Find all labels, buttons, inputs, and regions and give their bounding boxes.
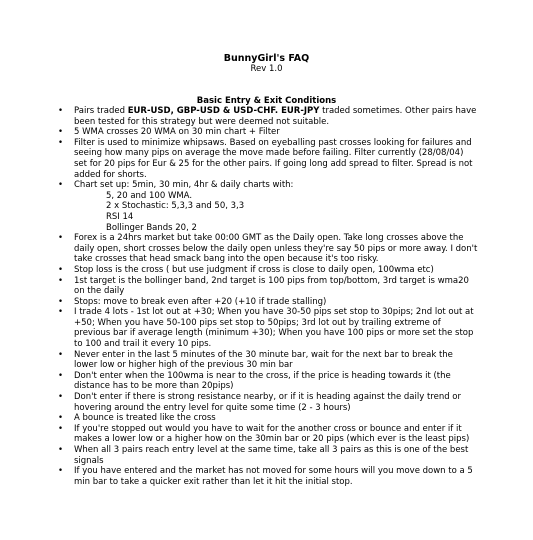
list-item: • 5 WMA crosses 20 WMA on 30 min chart + Filter: [58, 127, 478, 138]
pairs-prefix: Pairs traded: [74, 106, 128, 116]
list-item: [58, 180, 478, 233]
pairs-suffix: traded sometimes. Other pairs have been tested for this strategy but were deemed not suitable.: [74, 106, 477, 127]
list-item: • Never enter in the last 5 minutes of the 30 minute bar, wait for the next bar to break the lower low or higher high of the previous 30 min bar: [58, 350, 478, 371]
conditions-list: [58, 106, 478, 487]
list-item: • I trade 4 lots - 1st lot out at +30; When you have 30-50 pips set stop to 30pips; 2nd lot out at +50; When you have 50-100 pips set stop to 50pips; 3rd lot out by trailing extreme of previous bar if average length (minimum +30); When you have 100 pips or more set the stop to 100 and trail it every 10 pips.: [58, 307, 478, 349]
list-item: • When all 3 pairs reach entry level at the same time, take all 3 pairs as this is one of the best signals: [58, 445, 478, 466]
sub-item: RSI 14: [106, 211, 134, 222]
section-heading: Basic Entry & Exit Conditions: [196, 96, 337, 106]
list-item: [58, 106, 478, 127]
list-item: • Filter is used to minimize whipsaws. Based on eyeballing past crosses looking for failures and seeing how many pips on average the move made before failing. Filter currently (28/08/04) set for 20 pips for Eur & 25 for the other pairs. If going long add spread to filter. Spread is not added for shorts.: [58, 138, 478, 180]
sub-item: Bollinger Bands 20, 2: [106, 222, 197, 233]
sub-item: 5, 20 and 100 WMA.: [106, 190, 193, 201]
list-item: • Stop loss is the cross ( but use judgment if cross is close to daily open, 100wma etc): [58, 265, 478, 276]
chart-setup-text: • Chart set up: 5min, 30 min, 4hr & daily charts with:: [74, 180, 294, 191]
list-item: • A bounce is treated like the cross: [58, 413, 478, 424]
list-item: • If you have entered and the market has not moved for some hours will you move down to a 5 min bar to take a quicker exit rather than let it hit the initial stop.: [58, 466, 478, 487]
list-item: • If you're stopped out would you have to wait for the another cross or bounce and enter if it makes a lower low or a higher how on the 30min bar or 20 pips (which ever is the least pips): [58, 424, 478, 445]
document-title: BunnyGirl's FAQ: [223, 53, 310, 64]
list-item: • Don't enter if there is strong resistance nearby, or if it is heading against the daily trend or hovering around the entry level for quite some time (2 - 3 hours): [58, 392, 478, 413]
list-item: • Don't enter when the 100wma is near to the cross, if the price is heading towards it (the distance has to be more than 20pips): [58, 371, 478, 392]
list-item: • Stops: move to break even after +20 (+10 if trade stalling): [58, 297, 478, 308]
list-item: • Forex is a 24hrs market but take 00:00 GMT as the Daily open. Take long crosses above the daily open, short crosses below the daily open unless they're say 50 pips or more away. I don't take crosses that head smack bang into the open because it's too risky.: [58, 233, 478, 265]
sub-item: 2 x Stochastic: 5,3,3 and 50, 3,3: [106, 201, 245, 212]
list-item: • 1st target is the bollinger band, 2nd target is 100 pips from top/bottom, 3rd target is wma20 on the daily: [58, 276, 478, 297]
revision-label: Rev 1.0: [250, 64, 283, 74]
pairs-bold: EUR-USD, GBP-USD & USD-CHF. EUR-JPY: [127, 106, 320, 116]
